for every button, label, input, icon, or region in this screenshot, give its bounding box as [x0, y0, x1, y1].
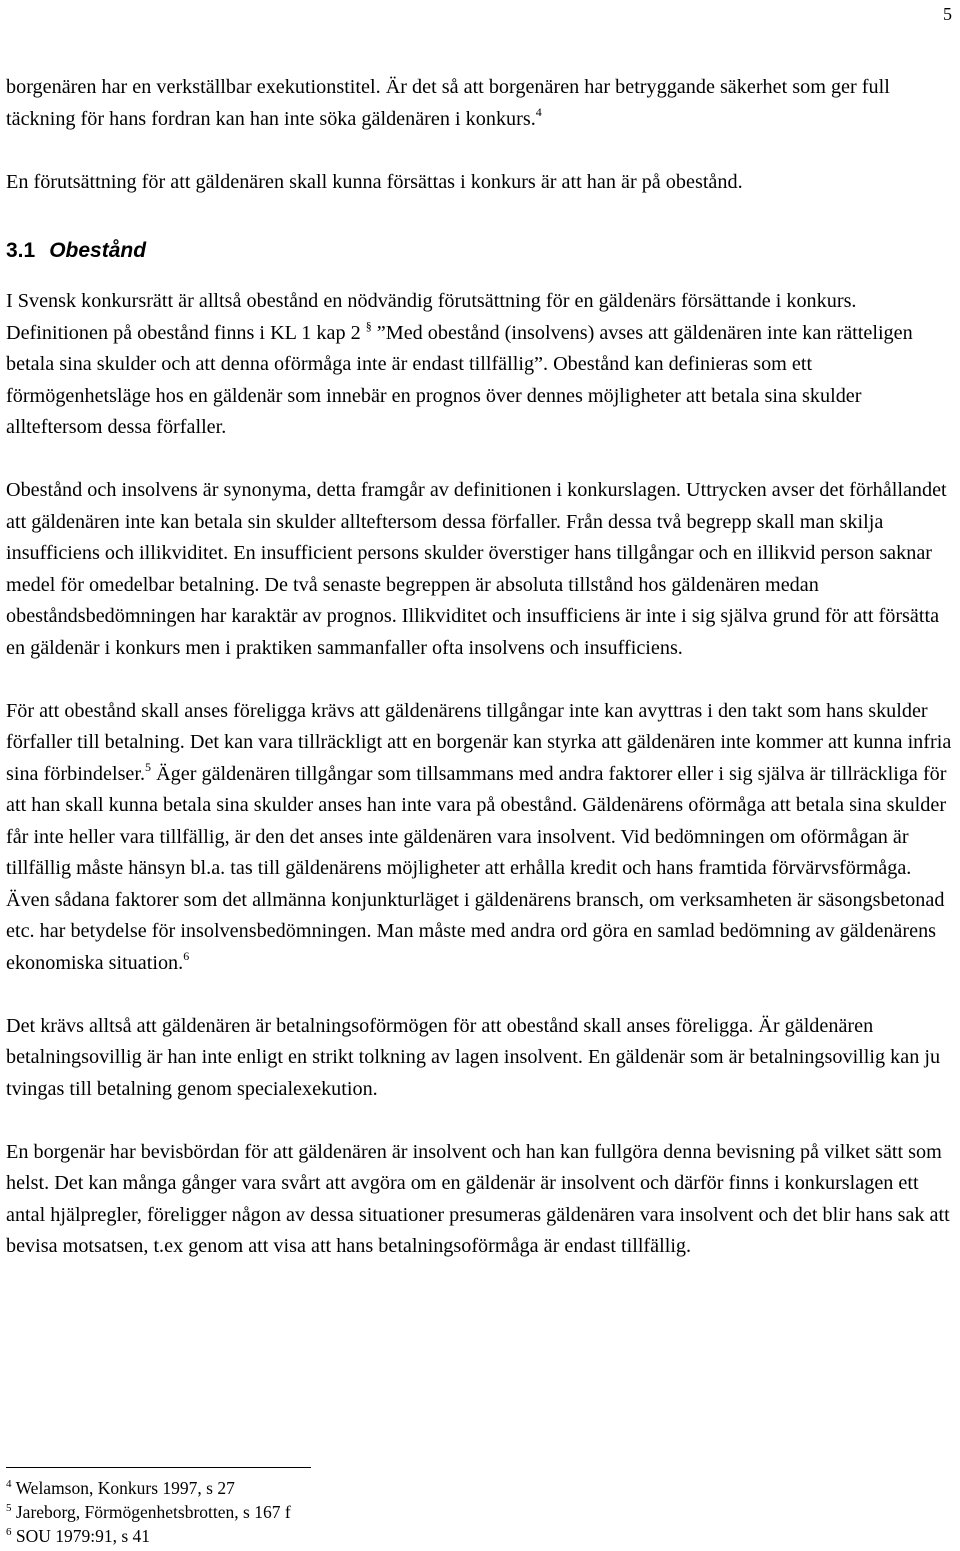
- footnote-text: Welamson, Konkurs 1997, s 27: [15, 1478, 235, 1498]
- paragraph: Obestånd och insolvens är synonyma, detta framgår av definitionen i konkurslagen. Uttrycken avser det förhållandet att gäldenären inte kan betala sin skulder allteftersom dessa förfaller. Från dessa två begrepp skall man skilja insufficiens och illikviditet. En insufficient persons skulder överstiger hans tillgångar och en illikvid person saknar medel för omedelbar betalning. De två senaste begreppen är absoluta tillstånd hos gäldenären medan obeståndsbedömningen har karaktär av prognos. Illikviditet och insufficiens är inte i sig själva grund för att försätta en gäldenär i konkurs men i praktiken sammanfaller ofta insolvens och insufficiens.: [6, 479, 947, 659]
- paragraph-text: borgenären har en verkställbar exekutionstitel. Är det så att borgenären har betryggande säkerhet som ger full täckning för hans fordran kan han inte söka gäldenären i konkurs.: [6, 76, 890, 130]
- paragraph: [6, 286, 958, 444]
- document-body: [6, 72, 958, 1263]
- paragraph-text: I Svensk konkursrätt är alltså obestånd en nödvändig förutsättning för en gäldenärs försättande i konkurs. Definitionen på obestånd finns i KL 1 kap 2: [6, 290, 857, 344]
- footnote-text: SOU 1979:91, s 41: [15, 1526, 151, 1546]
- footnote: [6, 1500, 291, 1524]
- section-heading: [6, 236, 958, 266]
- footnote-ref[interactable]: 6: [183, 948, 190, 963]
- paragraph: [6, 72, 958, 135]
- footnote: [6, 1476, 291, 1500]
- footnote-number: 5: [6, 1502, 12, 1514]
- paragraph: En förutsättning för att gäldenären skall kunna försättas i konkurs är att han är på obestånd.: [6, 170, 743, 193]
- paragraph: [6, 696, 958, 980]
- footnotes: [6, 1476, 291, 1548]
- footnote-number: 6: [6, 1526, 12, 1538]
- paragraph-text: För att obestånd skall anses föreligga krävs att gäldenärens tillgångar inte kan avyttras i den takt som hans skulder förfaller till betalning. Det kan vara tillräckligt att en borgenär kan styrka att gäldenären inte kommer att kunna infria sina förbindelser.: [6, 699, 952, 785]
- footnote-number: 4: [6, 1478, 12, 1490]
- page-number: 5: [943, 4, 952, 24]
- paragraph: En borgenär har bevisbördan för att gäldenären är insolvent och han kan fullgöra denna bevisning på vilket sätt som helst. Det kan många gånger vara svårt att avgöra om en gäldenär är insolvent och därför finns i konkurslagen ett antal hjälpregler, föreligger någon av dessa situationer presumeras gäldenären vara insolvent och det blir hans sak att bevisa motsatsen, t.ex genom att visa att hans betalningsoförmåga är endast tillfällig.: [6, 1140, 950, 1257]
- footnote-ref[interactable]: 4: [535, 104, 542, 119]
- paragraph: Det krävs alltså att gäldenären är betalningsoförmögen för att obestånd skall anses föreligga. Är gäldenären betalningsovillig är han inte enligt en strikt tolkning av lagen insolvent. En gäldenär som är betalningsovillig kan ju tvingas till betalning genom specialexekution.: [6, 1014, 941, 1100]
- section-number: 3.1: [6, 239, 36, 262]
- section-sign: §: [365, 318, 372, 333]
- footnote-ref[interactable]: 5: [145, 759, 152, 774]
- paragraph-text: Äger gäldenären tillgångar som tillsammans med andra faktorer eller i sig själva är tillräckliga för att han skall kunna betala sina skulder anses han inte vara på obestånd. Gäldenärens oförmåga att betala sina skulder får inte heller vara tillfällig, är den det anses inte gäldenären vara insolvent. Vid bedömningen om oförmågan är tillfällig måste hänsyn bl.a. tas till gäldenärens möjligheter att erhålla kredit och hans framtida förvärvsförmåga. Även sådana faktorer som det allmänna konjunkturläget i gäldenärens bransch, om verksamheten är säsongsbetonad etc. har betydelse för insolvensbedömningen. Man måste med andra ord göra en samlad bedömning av gäldenärens ekonomiska situation.: [6, 762, 947, 974]
- footnote: [6, 1524, 291, 1548]
- section-title: Obestånd: [49, 239, 147, 262]
- footnote-separator: [6, 1467, 311, 1468]
- footnote-text: Jareborg, Förmögenhetsbrotten, s 167 f: [15, 1502, 291, 1522]
- paragraph-text: ”Med obestånd (insolvens) avses att gäldenären inte kan rätteligen betala sina skulder och att denna oförmåga inte är endast tillfällig”. Obestånd kan definieras som ett förmögenhetsläge hos en gäldenär som innebär en prognos över dennes möjligheter att betala sina skulder allteftersom dessa förfaller.: [6, 321, 913, 438]
